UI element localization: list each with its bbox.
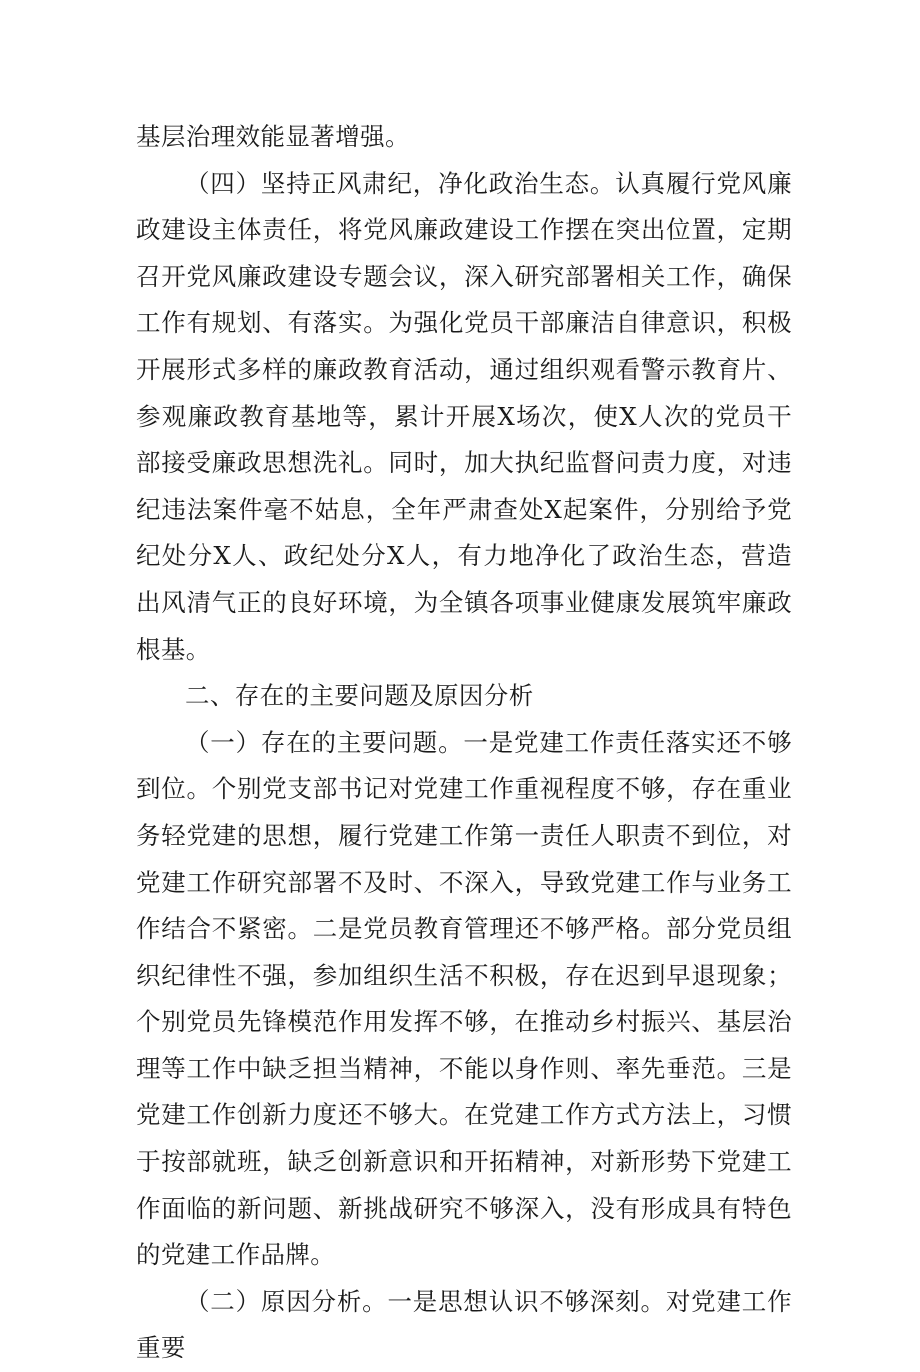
paragraph-section-four: （四）坚持正风肃纪，净化政治生态。认真履行党风廉政建设主体责任，将党风廉政建设工作摆在突出位置，定期召开党风廉政建设专题会议，深入研究部署相关工作，确保工作有规划、有落实。为强化党员干部廉洁自律意识，积极开展形式多样的廉政教育活动，通过组织观看警示教育片、参观廉政教育基地等，累计开展X场次，使X人次的党员干部接受廉政思想洗礼。同时，加大执纪监督问责力度，对违纪违法案件毫不姑息，全年严肃查处X起案件，分别给予党纪处分X人、政纪处分X人，有力地净化了政治生态，营造出风清气正的良好环境，为全镇各项事业健康发展筑牢廉政根基。 [136, 168, 792, 664]
paragraph-continuation: 基层治理效能显著增强。 [136, 122, 410, 151]
section-heading-problems: 二、存在的主要问题及原因分析 [185, 681, 534, 711]
paragraph-main-problems: （一）存在的主要问题。一是党建工作责任落实还不够到位。个别党支部书记对党建工作重视程度不够，存在重业务轻党建的思想，履行党建工作第一责任人职责不到位，对党建工作研究部署不及时、不深入，导致党建工作与业务工作结合不紧密。二是党员教育管理还不够严格。部分党员组织纪律性不强，参加组织生活不积极，存在迟到早退现象；个别党员先锋模范作用发挥不够，在推动乡村振兴、基层治理等工作中缺乏担当精神，不能以身作则、率先垂范。三是党建工作创新力度还不够大。在党建工作方式方法上，习惯于按部就班，缺乏创新意识和开拓精神，对新形势下党建工作面临的新问题、新挑战研究不够深入，没有形成具有特色的党建工作品牌。 [136, 727, 792, 1270]
paragraph-cause-analysis: （二）原因分析。一是思想认识不够深刻。对党建工作重要 [136, 1286, 792, 1363]
document-body [136, 114, 792, 1372]
